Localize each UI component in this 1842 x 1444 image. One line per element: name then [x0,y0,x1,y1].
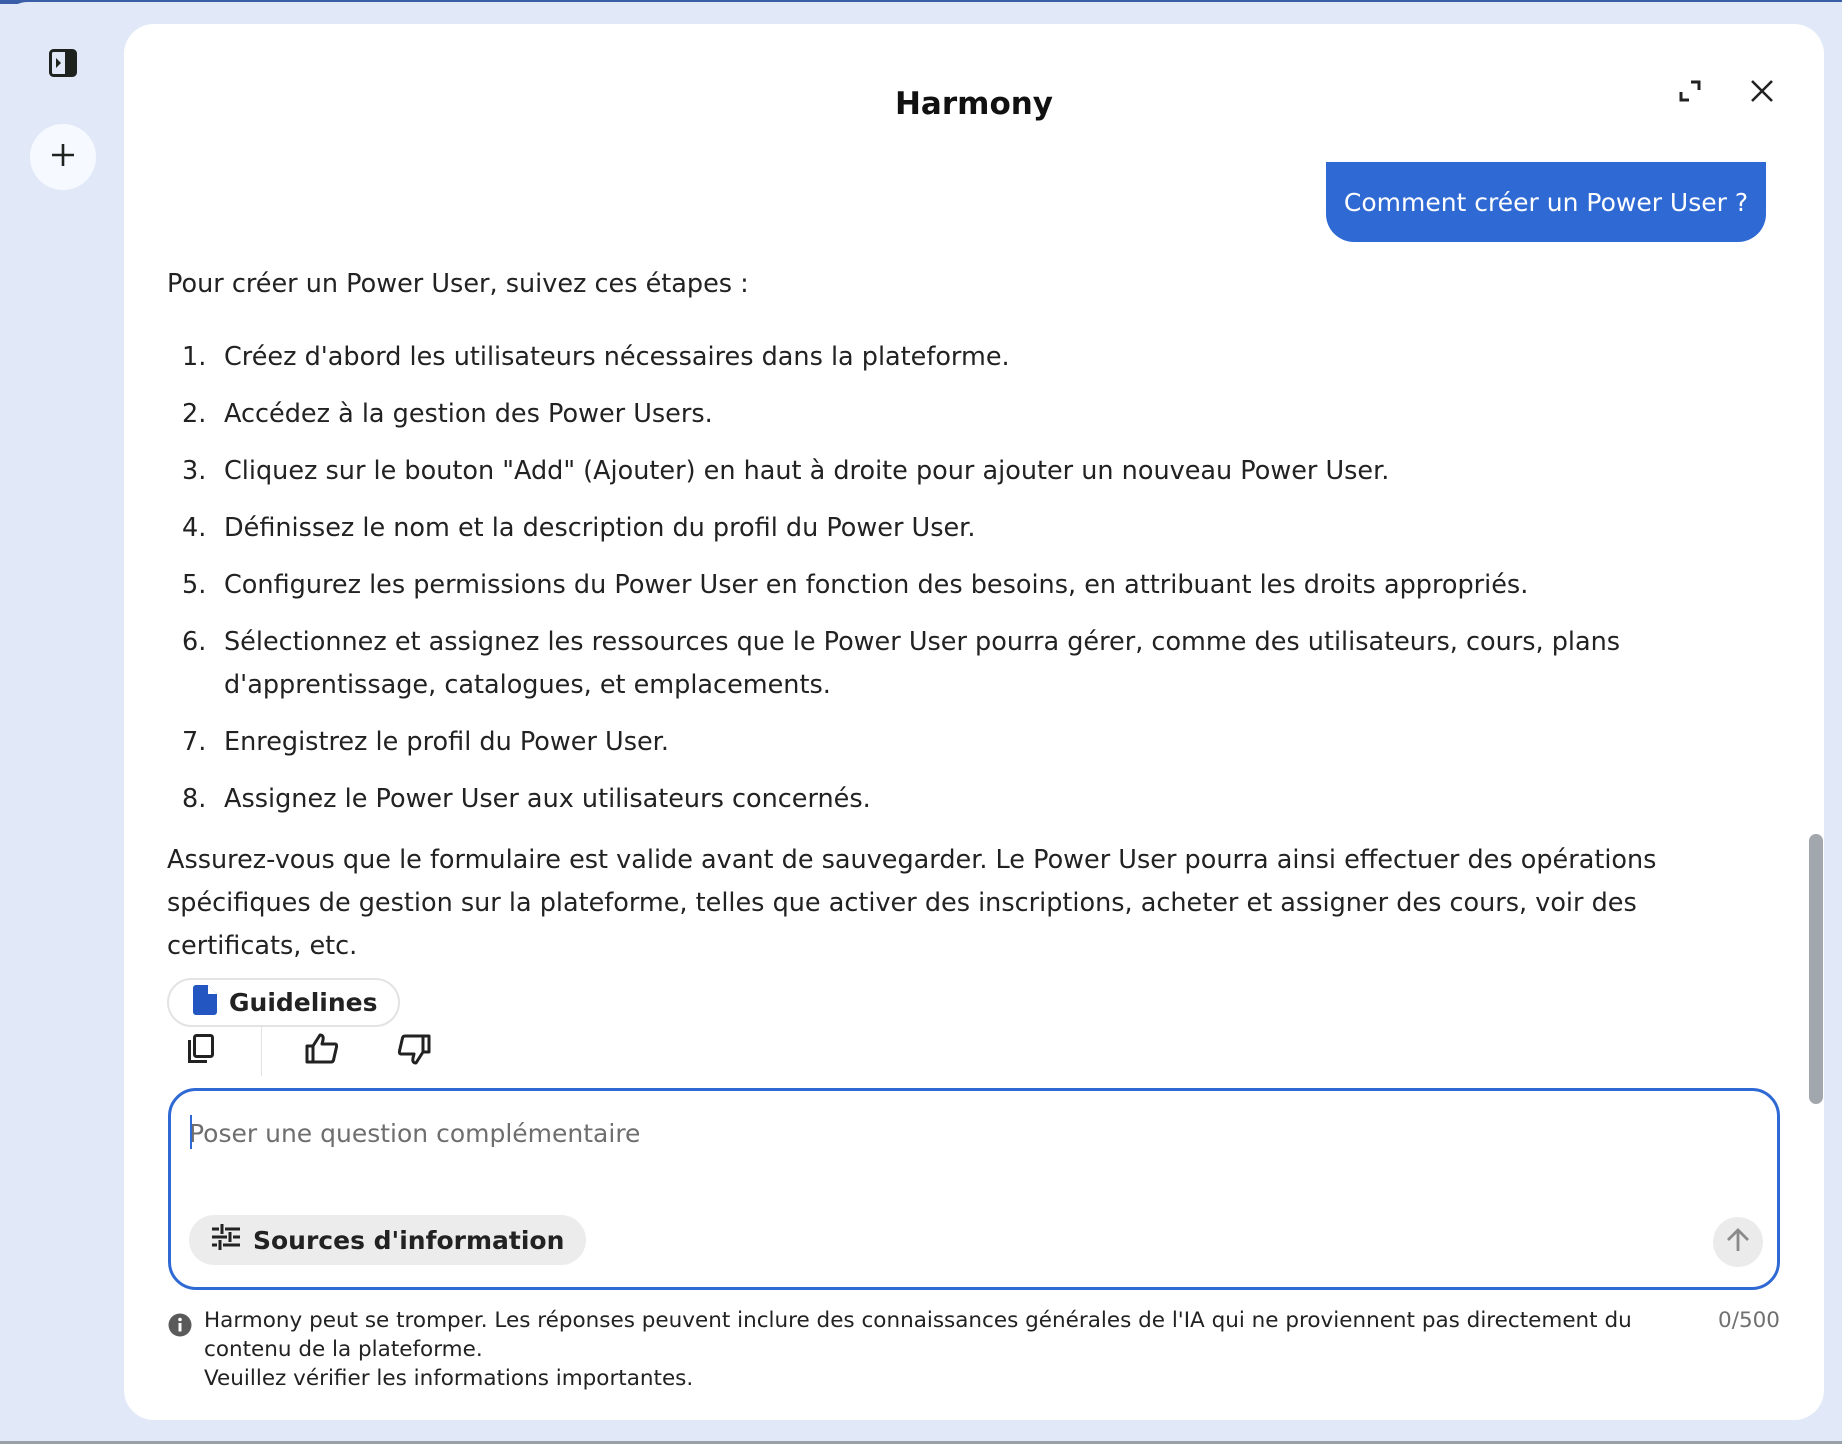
step-text: Enregistrez le profil du Power User. [224,727,669,757]
step-number: 4. [182,513,207,543]
step-number: 8. [182,784,207,814]
expand-icon [1678,79,1702,107]
step-text: Sélectionnez et assignez les ressources que le Power User pourra gérer, comme des utilisateurs, cours, plans d'apprentissage, catalogues, et emplacements. [224,627,1621,700]
sidebar-toggle-icon [49,49,77,81]
conversation-scroll-area[interactable] [124,136,1824,1102]
disclaimer-line-2: Veuillez vérifier les informations importantes. [204,1366,694,1391]
expand-button[interactable] [1668,71,1712,115]
list-item [167,393,1767,436]
sliders-icon [211,1223,241,1257]
actions-divider [261,1026,262,1076]
list-item [167,450,1767,493]
panel-title: Harmony [894,86,1054,122]
document-icon [193,985,217,1021]
step-text: Créez d'abord les utilisateurs nécessaires dans la plateforme. [224,342,1010,372]
info-icon [168,1313,192,1337]
arrow-up-icon [1725,1227,1751,1257]
step-number: 5. [182,570,207,600]
close-icon [1750,79,1774,107]
disclaimer-text [204,1306,1704,1393]
thumbs-up-button[interactable] [300,1029,344,1073]
copy-icon [187,1034,215,1068]
step-text: Cliquez sur le bouton "Add" (Ajouter) en haut à droite pour ajouter un nouveau Power User. [224,456,1390,486]
list-item [167,621,1767,707]
information-sources-label: Sources d'information [253,1225,565,1255]
answer-actions [167,1021,436,1081]
step-text: Accédez à la gestion des Power Users. [224,399,713,429]
disclaimer-line-1: Harmony peut se tromper. Les réponses peuvent inclure des connaissances générales de l'IA qui ne proviennent pas directement du contenu de la plateforme. [204,1308,1632,1362]
step-text: Configurez les permissions du Power User en fonction des besoins, en attribuant les droits appropriés. [224,570,1529,600]
close-button[interactable] [1740,71,1784,115]
new-conversation-button[interactable] [30,124,96,190]
step-text: Définissez le nom et la description du profil du Power User. [224,513,976,543]
step-text: Assignez le Power User aux utilisateurs concernés. [224,784,871,814]
information-sources-button[interactable] [189,1215,586,1265]
list-item [167,564,1767,607]
scrollbar-thumb[interactable] [1809,834,1823,1104]
plus-icon [51,143,75,171]
source-chip-label: Guidelines [229,988,378,1017]
follow-up-question-input[interactable] [189,1111,1749,1155]
user-message-text: Comment créer un Power User ? [1343,187,1749,217]
list-item [167,778,1767,821]
answer-intro: Pour créer un Power User, suivez ces étapes : [167,269,749,299]
step-number: 6. [182,627,207,657]
thumbs-down-icon [397,1033,431,1069]
step-number: 3. [182,456,207,486]
step-number: 1. [182,342,207,372]
source-chip-guidelines[interactable] [167,978,400,1027]
list-item [167,507,1767,550]
list-item [167,721,1767,764]
copy-button[interactable] [179,1029,223,1073]
answer-outro: Assurez-vous que le formulaire est valide avant de sauvegarder. Le Power User pourra ainsi effectuer des opérations spécifiques de gestion sur la plateforme, telles que activer des inscriptions, acheter et assigner des cours, voir des certificats, etc. [167,845,1657,961]
sidebar-toggle-button[interactable] [48,50,78,80]
thumbs-up-icon [305,1033,339,1069]
list-item [167,336,1767,379]
step-number: 2. [182,399,207,429]
chat-panel [124,24,1824,1420]
text-caret [190,1115,192,1149]
disclaimer [168,1306,1780,1393]
thumbs-down-button[interactable] [392,1029,436,1073]
user-message-bubble [1326,162,1766,242]
character-counter: 0/500 [1718,1308,1780,1333]
assistant-answer [167,264,1767,1027]
answer-steps-list [167,336,1767,821]
step-number: 7. [182,727,207,757]
composer [168,1088,1780,1290]
send-button[interactable] [1713,1217,1763,1267]
